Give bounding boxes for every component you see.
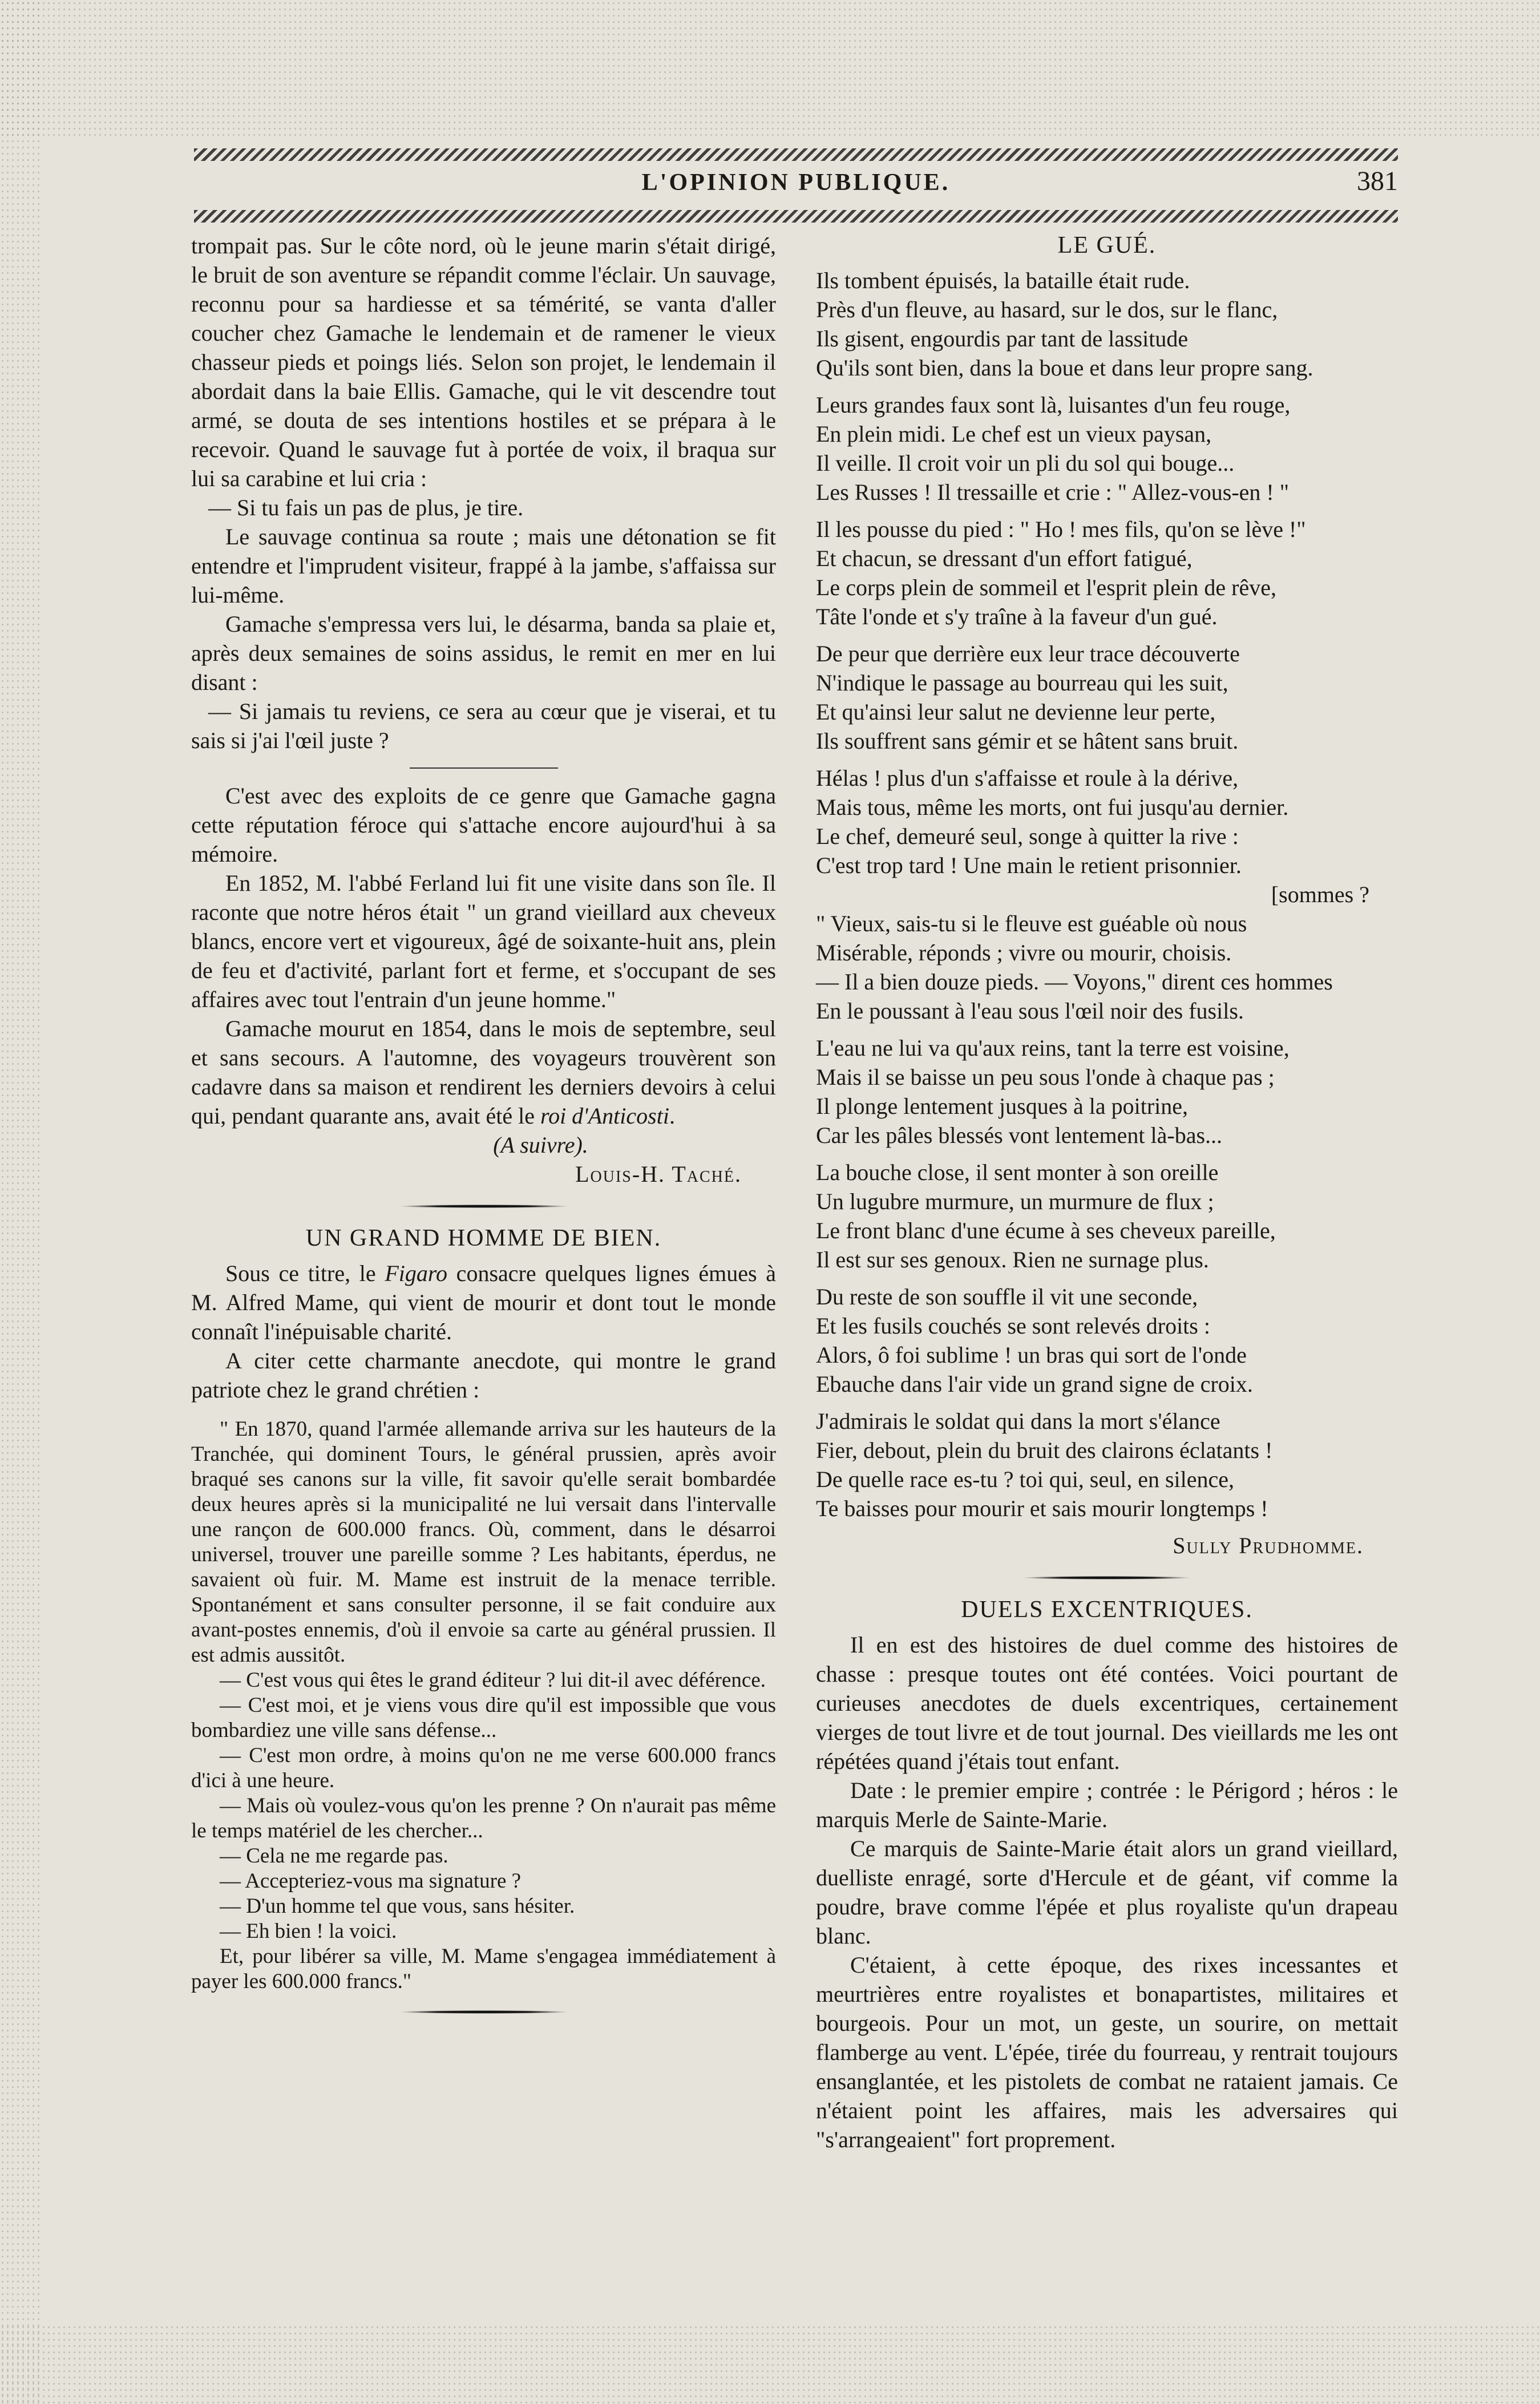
paragraph (191, 1014, 776, 1130)
verse-line: Car les pâles blessés vont lentement là-bas... (816, 1122, 1223, 1148)
verse-line: Misérable, réponds ; vivre ou mourir, choisis. (816, 940, 1232, 965)
scan-noise-top (0, 0, 1540, 137)
stanza (816, 763, 1398, 880)
stanza (816, 266, 1398, 382)
stanza (816, 1282, 1398, 1399)
stanza (816, 639, 1398, 755)
stanza (816, 515, 1398, 631)
verse-line: Le corps plein de sommeil et l'esprit plein de rêve, (816, 575, 1276, 600)
quoted-anecdote (191, 1417, 776, 1994)
section-divider (410, 767, 558, 769)
quote-dialogue: — D'un homme tel que vous, sans hésiter. (220, 1894, 575, 1918)
quote-dialogue: — Accepteriez-vous ma signature ? (220, 1869, 522, 1893)
verse-line: L'eau ne lui va qu'aux reins, tant la terre est voisine, (816, 1035, 1290, 1061)
paragraph: A citer cette charmante anecdote, qui montre le grand patriote chez le grand chrétien : (191, 1348, 776, 1403)
quote-paragraph: Et, pour libérer sa ville, M. Mame s'engagea immédiatement à payer les 600.000 francs." (191, 1945, 776, 1993)
paragraph: Gamache s'empressa vers lui, le désarma, banda sa plaie et, après deux semaines de soins assidus, le remit en mer en lui disant : (191, 611, 776, 695)
header-rule-bottom (194, 210, 1398, 223)
verse-line: Et les fusils couchés se sont relevés droits : (816, 1313, 1210, 1339)
verse-line: La bouche close, il sent monter à son oreille (816, 1159, 1219, 1185)
quote-dialogue: — Eh bien ! la voici. (220, 1920, 397, 1943)
quote-paragraph: " En 1870, quand l'armée allemande arriva sur les hauteurs de la Tranchée, qui dominent Tours, le général prussien, après avoir braqué ses canons sur la ville, fit savoir qu'elle serait bombardée deux heures après si la municipalité ne lui versait dans l'intervalle une rançon de 600.000 francs. Où, comment, dans le désarroi universel, trouver une pareille somme ? Les habitants, éperdus, ne savaient où fuir. M. Mame est instruit de la menace terrible. Spontanément et sans consulter personne, il se fait conduire aux avant-postes ennemis, d'où il envoie sa carte au général prussien. Il est admis aussitôt. (191, 1417, 776, 1667)
verse-line: Tâte l'onde et s'y traîne à la faveur d'un gué. (816, 604, 1218, 629)
poem-title: LE GUÉ. (1057, 232, 1157, 258)
verse-line: Ils tombent épuisés, la bataille était rude. (816, 268, 1190, 293)
paragraph (191, 1259, 776, 1346)
paragraph-text: Gamache mourut en 1854, dans le mois de septembre, seul et sans secours. A l'automne, des voyageurs trouvèrent son cadavre dans sa maison et rendirent les derniers devoirs à celui qui, pendant quarante ans, avait été le (191, 1016, 776, 1129)
stanza (816, 390, 1398, 507)
verse-line: Ebauche dans l'air vide un grand signe de croix. (816, 1371, 1253, 1397)
scan-noise-left (0, 0, 40, 2404)
right-column (816, 231, 1398, 2154)
quote-dialogue: — C'est moi, et je viens vous dire qu'il est impossible que vous bombardiez une ville sans défense... (191, 1694, 776, 1742)
quote-dialogue: — Mais où voulez-vous qu'on les prenne ? On n'aurait pas même le temps matériel de les chercher... (191, 1794, 776, 1843)
verse-line: Le chef, demeuré seul, songe à quitter la rive : (816, 823, 1239, 849)
paragraph: Il en est des histoires de duel comme des histoires de chasse : presque toutes ont été contées. Voici pourtant de curieuses anecdotes de duels excentriques, certainement vierges de tout livre et de tout journal. Des vieillards me les ont répétées quand j'étais tout enfant. (816, 1632, 1398, 1774)
verse-line: Il est sur ses genoux. Rien ne surnage plus. (816, 1247, 1209, 1272)
to-be-continued: (A suivre). (493, 1132, 588, 1158)
quote-dialogue: — C'est vous qui êtes le grand éditeur ? lui dit-il avec déférence. (220, 1668, 766, 1692)
verse-line: J'admirais le soldat qui dans la mort s'élance (816, 1408, 1220, 1434)
verse-line: Les Russes ! Il tressaille et crie : " Allez-vous-en ! " (816, 479, 1290, 505)
verse-line: C'est trop tard ! Une main le retient prisonnier. (816, 852, 1242, 878)
header-rule-top (194, 148, 1398, 161)
paragraph-text: Sous ce titre, le (225, 1260, 385, 1286)
verse-line: Près d'un fleuve, au hasard, sur le dos, sur le flanc, (816, 297, 1278, 322)
section-title: DUELS EXCENTRIQUES. (961, 1597, 1253, 1623)
verse-line: En le poussant à l'eau sous l'œil noir des fusils. (816, 998, 1244, 1024)
verse-line: Ils gisent, engourdis par tant de lassitude (816, 326, 1189, 351)
verse-line: Et qu'ainsi leur salut ne devienne leur perte, (816, 699, 1216, 725)
ornamental-divider (1021, 1576, 1193, 1579)
author-signature: Louis-H. Taché. (575, 1161, 742, 1187)
paragraph: Ce marquis de Sainte-Marie était alors un grand vieillard, duelliste enragé, sorte d'Hercule et de géant, vif comme la poudre, brave comme l'épée et plus royaliste qu'un drapeau blanc. (816, 1836, 1398, 1949)
paragraph: Date : le premier empire ; contrée : le Périgord ; héros : le marquis Merle de Sainte-Marie. (816, 1777, 1398, 1832)
ornamental-divider (398, 1205, 569, 1208)
verse-line: Un lugubre murmure, un murmure de flux ; (816, 1189, 1214, 1214)
verse-line: Hélas ! plus d'un s'affaisse et roule à la dérive, (816, 765, 1239, 791)
quote-dialogue: — Cela ne me regarde pas. (220, 1844, 448, 1868)
italic-title: roi d'Anticosti (540, 1103, 669, 1129)
stanza (816, 1158, 1398, 1274)
verse-line: Il les pousse du pied : " Ho ! mes fils, qu'on se lève !" (816, 516, 1306, 542)
paragraph: En 1852, M. l'abbé Ferland lui fit une visite dans son île. Il raconte que notre héros était " un grand vieillard aux cheveux blancs, encore vert et vigoureux, âgé de soixante-huit ans, plein de feu et d'activité, parlant fort et ferme, et s'occupant de ses affaires avec tout l'entrain d'un jeune homme." (191, 870, 776, 1012)
verse-line: Mais tous, même les morts, ont fui jusqu'au dernier. (816, 794, 1289, 820)
poem (816, 266, 1398, 1523)
left-column (191, 231, 776, 2030)
verse-line: Le front blanc d'une écume à ses cheveux pareille, (816, 1218, 1276, 1243)
ornamental-divider (398, 2010, 569, 2014)
scan-noise-bottom (0, 2324, 1540, 2404)
verse-line: Et chacun, se dressant d'un effort fatigué, (816, 546, 1193, 571)
verse-line: Alors, ô foi sublime ! un bras qui sort de l'onde (816, 1342, 1247, 1368)
stanza (816, 1033, 1398, 1150)
verse-line: En plein midi. Le chef est un vieux paysan, (816, 421, 1212, 447)
page-header (194, 148, 1398, 223)
section-title: UN GRAND HOMME DE BIEN. (305, 1225, 662, 1251)
verse-line: De peur que derrière eux leur trace découverte (816, 641, 1240, 666)
stanza (816, 1407, 1398, 1523)
paragraph-text: . (669, 1103, 675, 1129)
newspaper-name: Figaro (385, 1260, 447, 1286)
verse-line: Il veille. Il croit voir un pli du sol qui bouge... (816, 450, 1235, 476)
verse-line: " Vieux, sais-tu si le fleuve est guéable où nous (816, 911, 1247, 936)
verse-line: Il plonge lentement jusques à la poitrine, (816, 1093, 1189, 1119)
verse-line: Du reste de son souffle il vit une seconde, (816, 1284, 1198, 1310)
dialogue-line: — Si tu fais un pas de plus, je tire. (208, 495, 524, 520)
paragraph: C'est avec des exploits de ce genre que Gamache gagna cette réputation féroce qui s'attache encore aujourd'hui à sa mémoire. (191, 783, 776, 867)
paragraph: C'étaient, à cette époque, des rixes incessantes et meurtrières entre royalistes et bonapartistes, militaires et bourgeois. Pour un mot, un geste, un sourire, on mettait flamberge au vent. L'épée, tirée du fourreau, y rentrait toujours ensanglantée, et les pistolets de combat ne rataient jamais. Ce n'étaient point les affaires, mais les adversaires qui "s'arrangeaient" fort proprement. (816, 1952, 1398, 2152)
quote-dialogue: — C'est mon ordre, à moins qu'on ne me verse 600.000 francs d'ici à une heure. (191, 1744, 776, 1792)
verse-line: Fier, debout, plein du bruit des clairons éclatants ! (816, 1437, 1273, 1463)
verse-line: Leurs grandes faux sont là, luisantes d'un feu rouge, (816, 392, 1291, 418)
verse-line: Mais il se baisse un peu sous l'onde à chaque pas ; (816, 1064, 1275, 1090)
verse-line: Ils souffrent sans gémir et se hâtent sans bruit. (816, 728, 1239, 754)
page-number: 381 (1357, 166, 1398, 196)
verse-overflow: [sommes ? (1271, 882, 1369, 907)
verse-line: De quelle race es-tu ? toi qui, seul, en silence, (816, 1466, 1235, 1492)
dialogue-line: — Si jamais tu reviens, ce sera au cœur que je viserai, et tu sais si j'ai l'œil juste ? (191, 698, 776, 753)
verse-line: — Il a bien douze pieds. — Voyons," dirent ces hommes (816, 969, 1333, 995)
poet-signature: Sully Prudhomme. (1173, 1533, 1364, 1558)
stanza (816, 909, 1398, 1025)
verse-line: Te baisses pour mourir et sais mourir longtemps ! (816, 1496, 1268, 1521)
paragraph: Le sauvage continua sa route ; mais une détonation se fit entendre et l'imprudent visiteur, frappé à la jambe, s'affaissa sur lui-même. (191, 524, 776, 608)
verse-line: N'indique le passage au bourreau qui les suit, (816, 670, 1228, 696)
paragraph-text: consacre quelques lignes émues à M. Alfred Mame, qui vient de mourir et dont tout le monde connaît l'inépuisable charité. (191, 1260, 777, 1344)
verse-line: Qu'ils sont bien, dans la boue et dans leur propre sang. (816, 355, 1313, 381)
continuation-paragraph: trompait pas. Sur le côte nord, où le jeune marin s'était dirigé, le bruit de son aventure se répandit comme l'éclair. Un sauvage, reconnu pour sa hardiesse et sa témérité, se vanta d'aller coucher chez Gamache le lendemain et de ramener le vieux chasseur pieds et poings liés. Selon son projet, le lendemain il abordait dans la baie Ellis. Gamache, qui le vit descendre tout armé, se douta de ses intentions hostiles et se prépara à le recevoir. Quand le sauvage fut à portée de voix, il braqua sur lui sa carabine et lui cria : (191, 233, 776, 491)
running-title: L'OPINION PUBLIQUE. (641, 169, 951, 196)
